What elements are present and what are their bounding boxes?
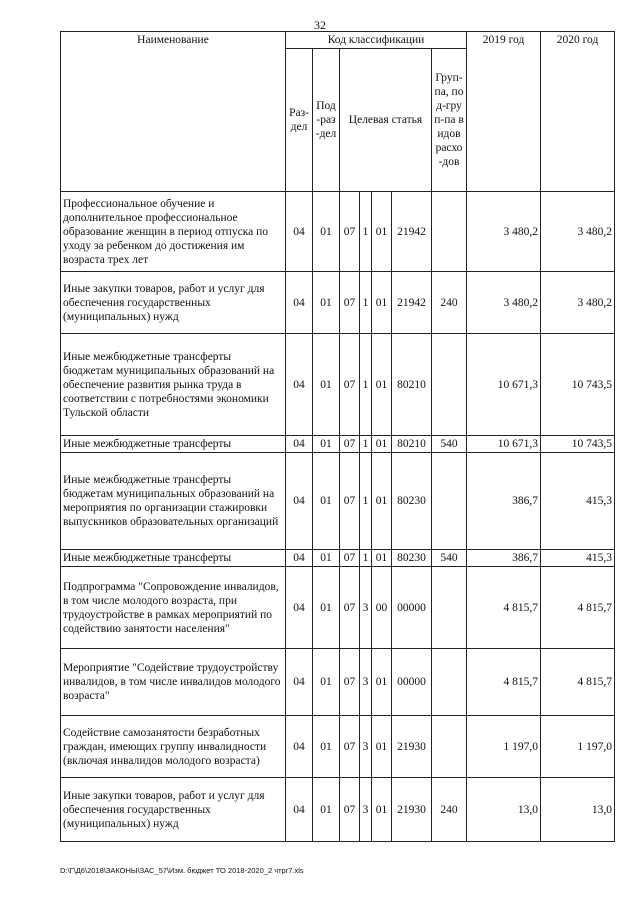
cell-t2: 1 <box>360 272 372 334</box>
cell-rz: 04 <box>286 778 313 842</box>
cell-t2: 1 <box>360 436 372 453</box>
cell-y2: 415,3 <box>541 453 615 550</box>
budget-table <box>60 31 615 842</box>
cell-pr: 01 <box>313 716 340 778</box>
cell-t2: 3 <box>360 716 372 778</box>
cell-t4: 80230 <box>392 453 432 550</box>
cell-rz: 04 <box>286 716 313 778</box>
cell-t2: 3 <box>360 649 372 716</box>
cell-rz: 04 <box>286 334 313 436</box>
cell-t1: 07 <box>340 272 360 334</box>
cell-y1: 3 480,2 <box>467 192 541 272</box>
cell-vr <box>432 716 467 778</box>
cell-t4: 21942 <box>392 272 432 334</box>
cell-name: Подпрограмма "Сопровождение инвалидов, в том числе молодого возраста, при трудоустройстве в рамках мероприятий по содействию занятости населения" <box>61 567 286 649</box>
cell-rz: 04 <box>286 550 313 567</box>
cell-t4: 21942 <box>392 192 432 272</box>
header-row-top <box>61 32 615 49</box>
cell-t3: 01 <box>372 436 392 453</box>
cell-t1: 07 <box>340 550 360 567</box>
cell-pr: 01 <box>313 453 340 550</box>
cell-t1: 07 <box>340 334 360 436</box>
header-subsection: Под-раз-дел <box>313 49 340 192</box>
header-year-2020: 2020 год <box>541 32 615 192</box>
cell-t2: 1 <box>360 334 372 436</box>
cell-t3: 01 <box>372 649 392 716</box>
page-number: 32 <box>314 18 326 32</box>
cell-pr: 01 <box>313 649 340 716</box>
cell-t1: 07 <box>340 453 360 550</box>
cell-vr <box>432 192 467 272</box>
cell-name: Содействие самозанятости безработных граждан, имеющих группу инвалидности (включая инвалидов молодого возраста) <box>61 716 286 778</box>
cell-t3: 01 <box>372 192 392 272</box>
cell-y1: 13,0 <box>467 778 541 842</box>
cell-vr: 240 <box>432 778 467 842</box>
cell-t2: 3 <box>360 778 372 842</box>
header-target: Целевая статья <box>340 49 432 192</box>
cell-t4: 00000 <box>392 567 432 649</box>
table-row <box>61 550 615 567</box>
cell-y1: 4 815,7 <box>467 567 541 649</box>
cell-vr <box>432 567 467 649</box>
cell-y1: 4 815,7 <box>467 649 541 716</box>
cell-t1: 07 <box>340 778 360 842</box>
cell-y1: 386,7 <box>467 550 541 567</box>
cell-y2: 4 815,7 <box>541 649 615 716</box>
header-code-group: Код классификации <box>286 32 467 49</box>
cell-t2: 3 <box>360 567 372 649</box>
cell-vr <box>432 453 467 550</box>
cell-pr: 01 <box>313 778 340 842</box>
cell-name: Иные межбюджетные трансферты бюджетам муниципальных образований на мероприятия по организации стажировки выпускников образовательных организаций <box>61 453 286 550</box>
cell-name: Иные закупки товаров, работ и услуг для обеспечения государственных (муниципальных) нужд <box>61 272 286 334</box>
cell-name: Профессиональное обучение и дополнительное профессиональное образование женщин в период отпуска по уходу за ребенком до достижения им возраста трех лет <box>61 192 286 272</box>
header-year-2019: 2019 год <box>467 32 541 192</box>
cell-y2: 10 743,5 <box>541 334 615 436</box>
cell-t3: 00 <box>372 567 392 649</box>
table-row <box>61 649 615 716</box>
cell-vr <box>432 649 467 716</box>
cell-y1: 1 197,0 <box>467 716 541 778</box>
cell-y1: 10 671,3 <box>467 436 541 453</box>
cell-name: Иные межбюджетные трансферты бюджетам муниципальных образований на обеспечение развития рынка труда в соответствии с потребностями экономики Тульской области <box>61 334 286 436</box>
cell-t1: 07 <box>340 192 360 272</box>
header-expense-group: Груп-па, под-груп-па видов расхо-дов <box>432 49 467 192</box>
cell-t3: 01 <box>372 778 392 842</box>
cell-y2: 10 743,5 <box>541 436 615 453</box>
cell-rz: 04 <box>286 192 313 272</box>
cell-t1: 07 <box>340 436 360 453</box>
cell-pr: 01 <box>313 567 340 649</box>
table-row <box>61 436 615 453</box>
cell-y2: 4 815,7 <box>541 567 615 649</box>
cell-t4: 21930 <box>392 778 432 842</box>
cell-t1: 07 <box>340 649 360 716</box>
cell-t2: 1 <box>360 453 372 550</box>
cell-rz: 04 <box>286 649 313 716</box>
cell-pr: 01 <box>313 334 340 436</box>
cell-t3: 01 <box>372 453 392 550</box>
table-row <box>61 778 615 842</box>
cell-y2: 3 480,2 <box>541 272 615 334</box>
cell-pr: 01 <box>313 436 340 453</box>
cell-rz: 04 <box>286 453 313 550</box>
cell-rz: 04 <box>286 436 313 453</box>
table-row <box>61 716 615 778</box>
table-body <box>61 192 615 842</box>
header-section: Раз-дел <box>286 49 313 192</box>
cell-t3: 01 <box>372 334 392 436</box>
cell-vr: 540 <box>432 550 467 567</box>
cell-t1: 07 <box>340 567 360 649</box>
table-row <box>61 567 615 649</box>
cell-t2: 1 <box>360 550 372 567</box>
cell-vr: 540 <box>432 436 467 453</box>
table-row <box>61 453 615 550</box>
cell-t2: 1 <box>360 192 372 272</box>
table-row <box>61 334 615 436</box>
cell-name: Иные закупки товаров, работ и услуг для обеспечения государственных (муниципальных) нужд <box>61 778 286 842</box>
cell-pr: 01 <box>313 192 340 272</box>
cell-pr: 01 <box>313 272 340 334</box>
cell-y1: 386,7 <box>467 453 541 550</box>
cell-y2: 3 480,2 <box>541 192 615 272</box>
cell-y2: 1 197,0 <box>541 716 615 778</box>
header-name: Наименование <box>61 32 286 192</box>
cell-y2: 13,0 <box>541 778 615 842</box>
cell-t1: 07 <box>340 716 360 778</box>
cell-y2: 415,3 <box>541 550 615 567</box>
cell-t4: 00000 <box>392 649 432 716</box>
cell-t4: 80230 <box>392 550 432 567</box>
cell-name: Мероприятие "Содействие трудоустройству инвалидов, в том числе инвалидов молодого возраста" <box>61 649 286 716</box>
cell-t3: 01 <box>372 716 392 778</box>
table-row <box>61 272 615 334</box>
cell-vr: 240 <box>432 272 467 334</box>
cell-t4: 80210 <box>392 436 432 453</box>
cell-t3: 01 <box>372 550 392 567</box>
cell-name: Иные межбюджетные трансферты <box>61 436 286 453</box>
cell-rz: 04 <box>286 272 313 334</box>
table-row <box>61 192 615 272</box>
cell-t4: 80210 <box>392 334 432 436</box>
cell-y1: 3 480,2 <box>467 272 541 334</box>
cell-y1: 10 671,3 <box>467 334 541 436</box>
cell-name: Иные межбюджетные трансферты <box>61 550 286 567</box>
cell-t4: 21930 <box>392 716 432 778</box>
cell-vr <box>432 334 467 436</box>
file-path-footer: D:\Г\Д6\2018\ЗАКОНЫ\ЗАС_57\Изм. бюджет ТО 2018-2020_2 чтpr7.xls <box>60 866 304 875</box>
cell-rz: 04 <box>286 567 313 649</box>
cell-pr: 01 <box>313 550 340 567</box>
cell-t3: 01 <box>372 272 392 334</box>
